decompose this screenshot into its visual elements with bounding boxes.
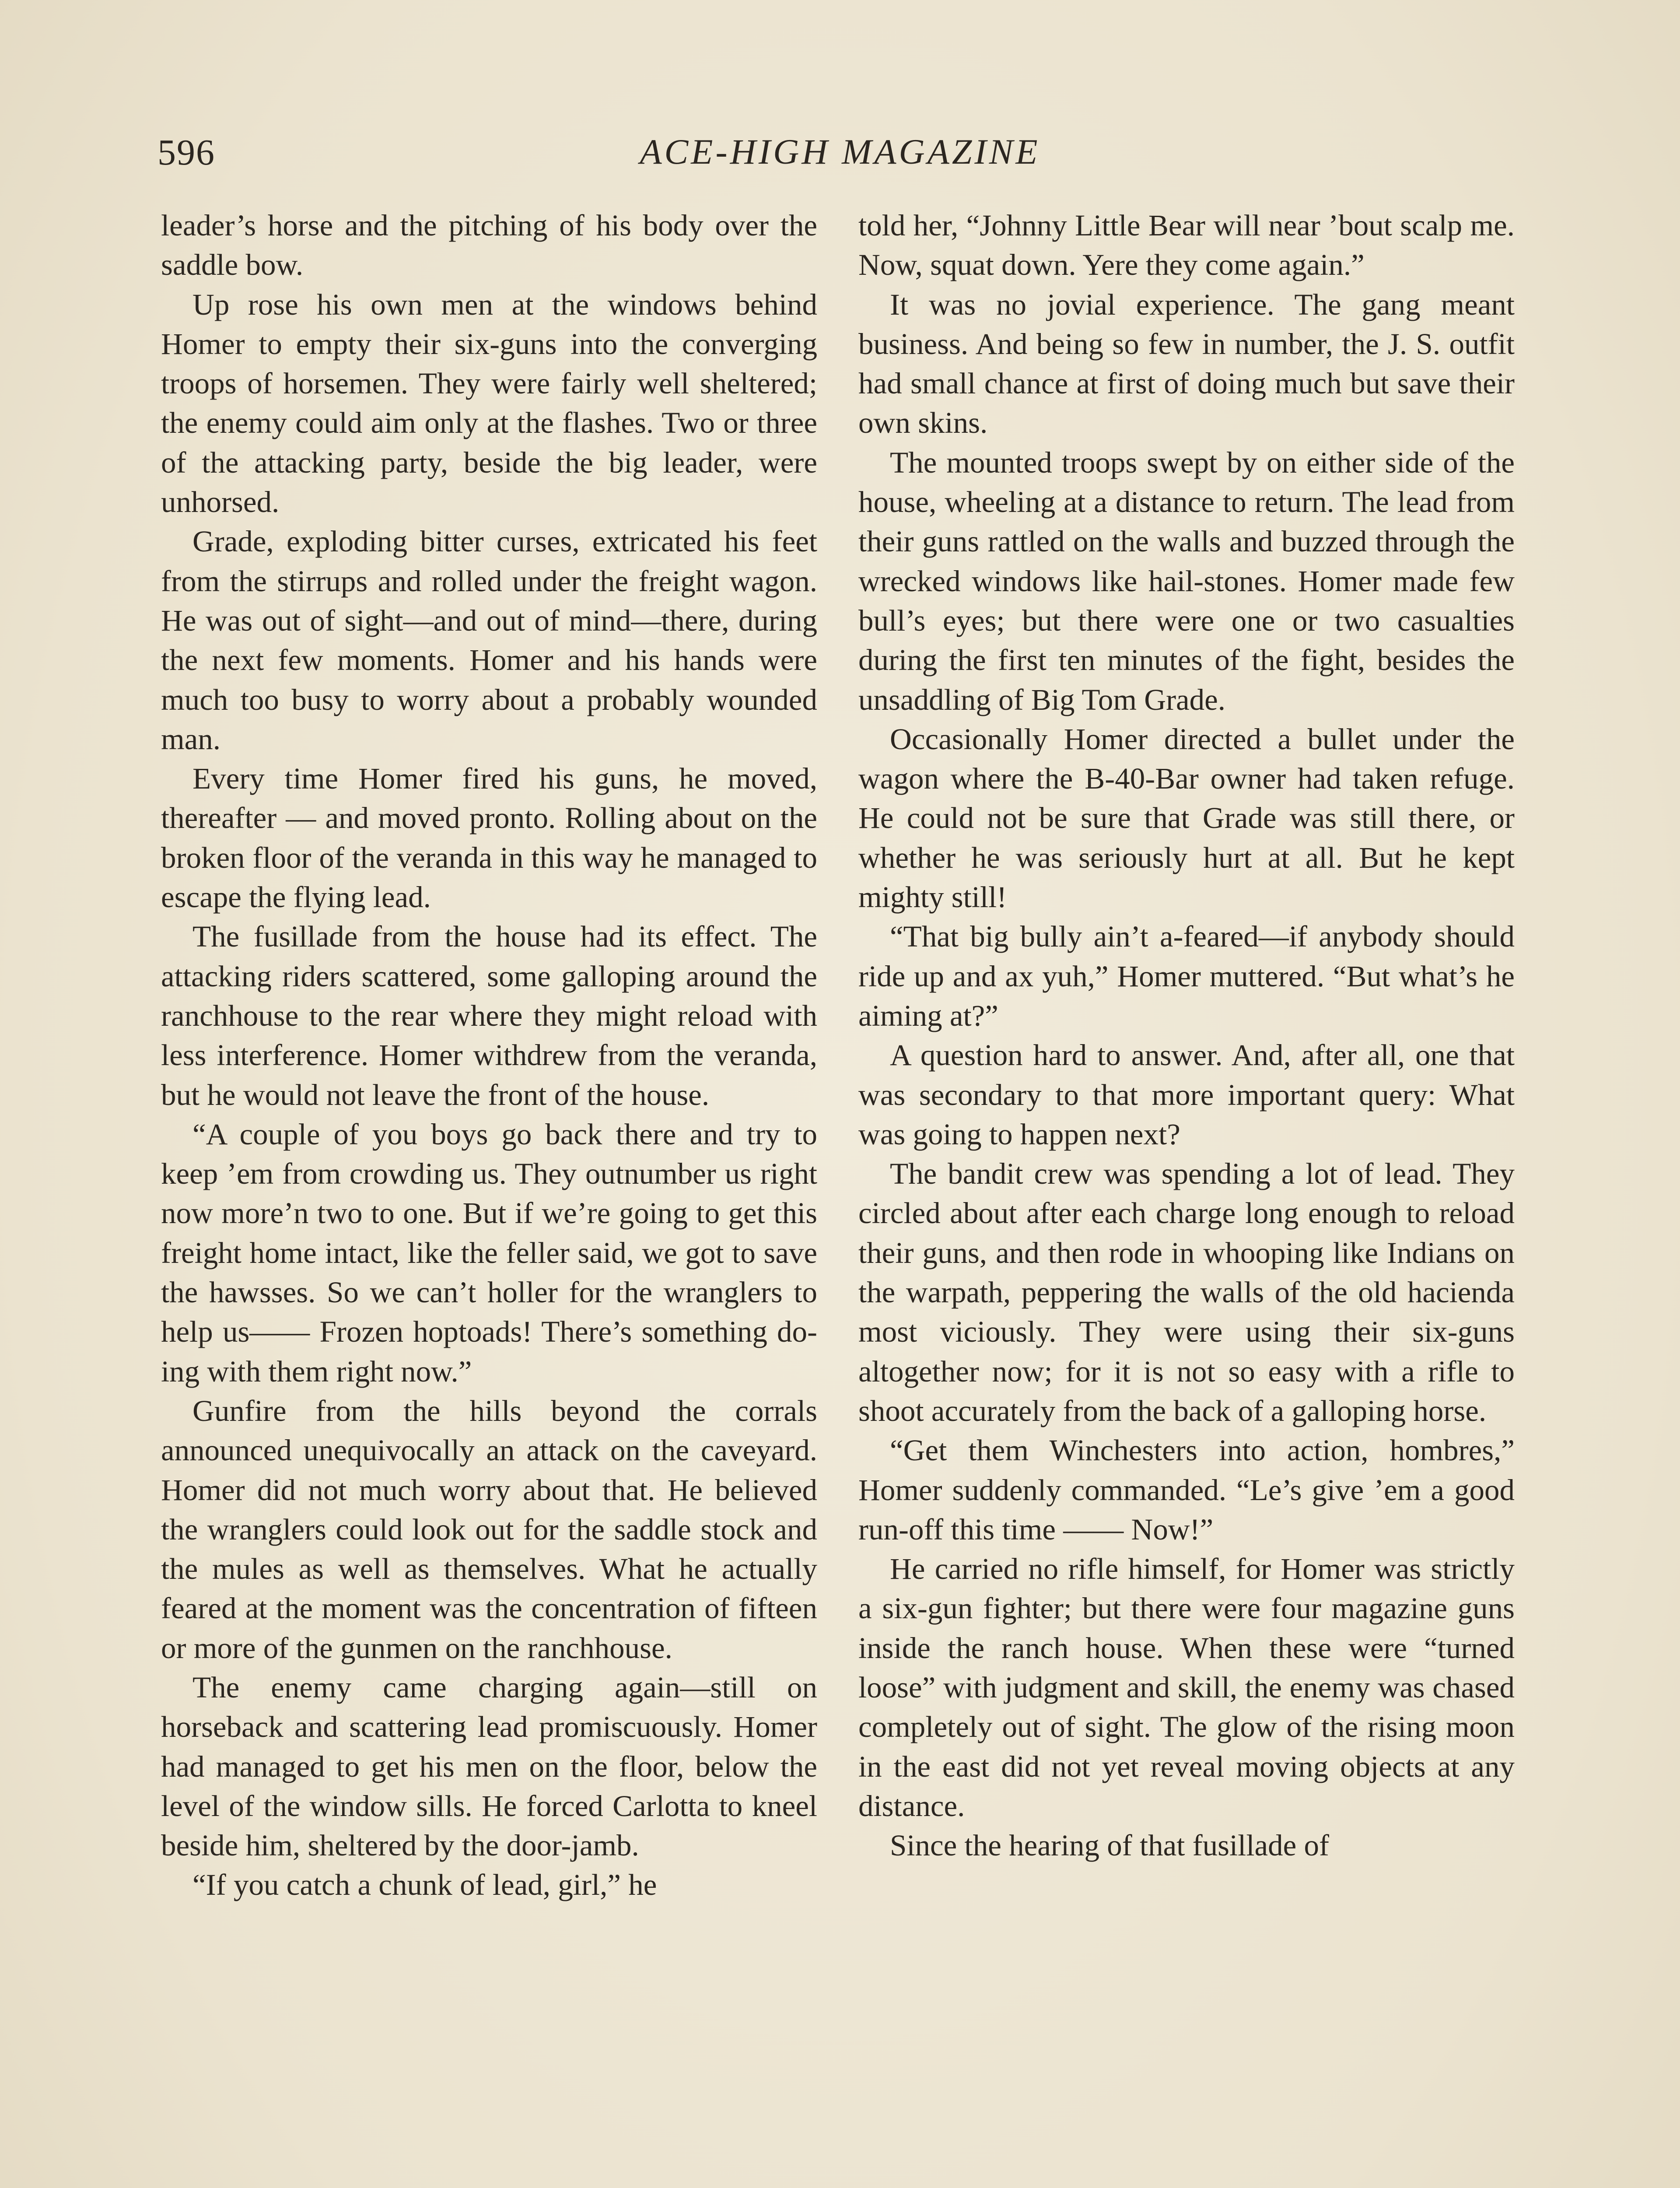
- paragraph: “That big bully ain’t a-feared—if anybody should ride up and ax yuh,” Homer muttered. “But what’s he aiming at?”: [858, 920, 1515, 1032]
- running-title: ACE-HIGH MAGAZINE: [640, 132, 1040, 172]
- paragraph: leader’s horse and the pitching of his body over the saddle bow.: [161, 209, 817, 282]
- paragraph: Occasionally Homer directed a bullet under the wagon where the B-40-Bar owner had taken refuge. He could not be sure that Grade was still there, or whether he was seriously hurt at all. But he kept mighty still!: [858, 722, 1515, 914]
- right-column: [858, 206, 1515, 1865]
- paragraph: Gunfire from the hills beyond the corrals announced unequivocally an attack on the caveyard. Homer did not much worry about that. He believed the wranglers could look out for the saddle stock and the mules as well as themselves. What he actually feared at the moment was the concentration of fifteen or more of the gunmen on the ranchhouse.: [161, 1394, 817, 1665]
- paragraph: A question hard to answer. And, after all, one that was secondary to that more important query: What was going to happen next?: [858, 1038, 1515, 1151]
- paragraph: The enemy came charging again—still on horseback and scattering lead promiscuously. Homer had managed to get his men on the floor, below the level of the window sills. He forced Carlotta to kneel beside him, sheltered by the door-jamb.: [161, 1670, 817, 1862]
- paragraph: Up rose his own men at the windows behind Homer to empty their six-guns into the converging troops of horsemen. They were fairly well sheltered; the enemy could aim only at the flashes. Two or three of the attacking party, beside the big leader, were unhorsed.: [161, 288, 817, 519]
- paragraph: It was no jovial experience. The gang meant business. And being so few in number, the J. S. outfit had small chance at first of doing much but save their own skins.: [858, 288, 1515, 440]
- page-header: [158, 131, 1522, 179]
- paragraph: told her, “Johnny Little Bear will near ’bout scalp me. Now, squat down. Yere they come again.”: [858, 209, 1515, 282]
- paragraph: The fusillade from the house had its effect. The attacking riders scattered, some galloping around the ranchhouse to the rear where they might reload with less interference. Homer withdrew from the veranda, but he would not leave the front of the house.: [161, 920, 817, 1112]
- paragraph: Grade, exploding bitter curses, extricated his feet from the stirrups and rolled under the freight wagon. He was out of sight—and out of mind—there, during the next few moments. Homer and his hands were much too busy to worry about a probably wounded man.: [161, 525, 817, 756]
- paragraph: He carried no rifle himself, for Homer was strictly a six-gun fighter; but there were four magazine guns inside the ranch house. When these were “turned loose” with judgment and skill, the enemy was chased completely out of sight. The glow of the rising moon in the east did not yet reveal moving objects at any distance.: [858, 1552, 1515, 1823]
- paragraph: Every time Homer fired his guns, he moved, thereafter — and moved pronto. Rolling about on the broken floor of the veranda in this way he managed to escape the flying lead.: [161, 762, 817, 914]
- paragraph: “Get them Winchesters into action, hombres,” Homer suddenly commanded. “Le’s give ’em a good run-off this time —— Now!”: [858, 1434, 1515, 1546]
- paragraph: The mounted troops swept by on either side of the house, wheeling at a distance to return. The lead from their guns rattled on the walls and buzzed through the wrecked windows like hail-stones. Homer made few bull’s eyes; but there were one or two casualties during the first ten minutes of the fight, besides the unsaddling of Big Tom Grade.: [858, 445, 1515, 716]
- paragraph: The bandit crew was spending a lot of lead. They circled about after each charge long enough to reload their guns, and then rode in whooping like Indians on the warpath, peppering the walls of the old hacienda most viciously. They were using their six-guns altogether now; for it is not so easy with a rifle to shoot accurately from the back of a galloping horse.: [858, 1157, 1515, 1427]
- paragraph: “If you catch a chunk of lead, girl,” he: [192, 1868, 657, 1902]
- left-column: [161, 206, 817, 1905]
- paragraph: Since the hearing of that fusillade of: [890, 1829, 1330, 1862]
- page-number: 596: [158, 132, 215, 173]
- paragraph: “A couple of you boys go back there and try to keep ’em from crowding us. They outnumber us right now more’n two to one. But if we’re going to get this freight home intact, like the feller said, we got to save the hawsses. So we can’t holler for the wranglers to help us—— Frozen hoptoads! There’s something doing with them right now.”: [161, 1117, 817, 1388]
